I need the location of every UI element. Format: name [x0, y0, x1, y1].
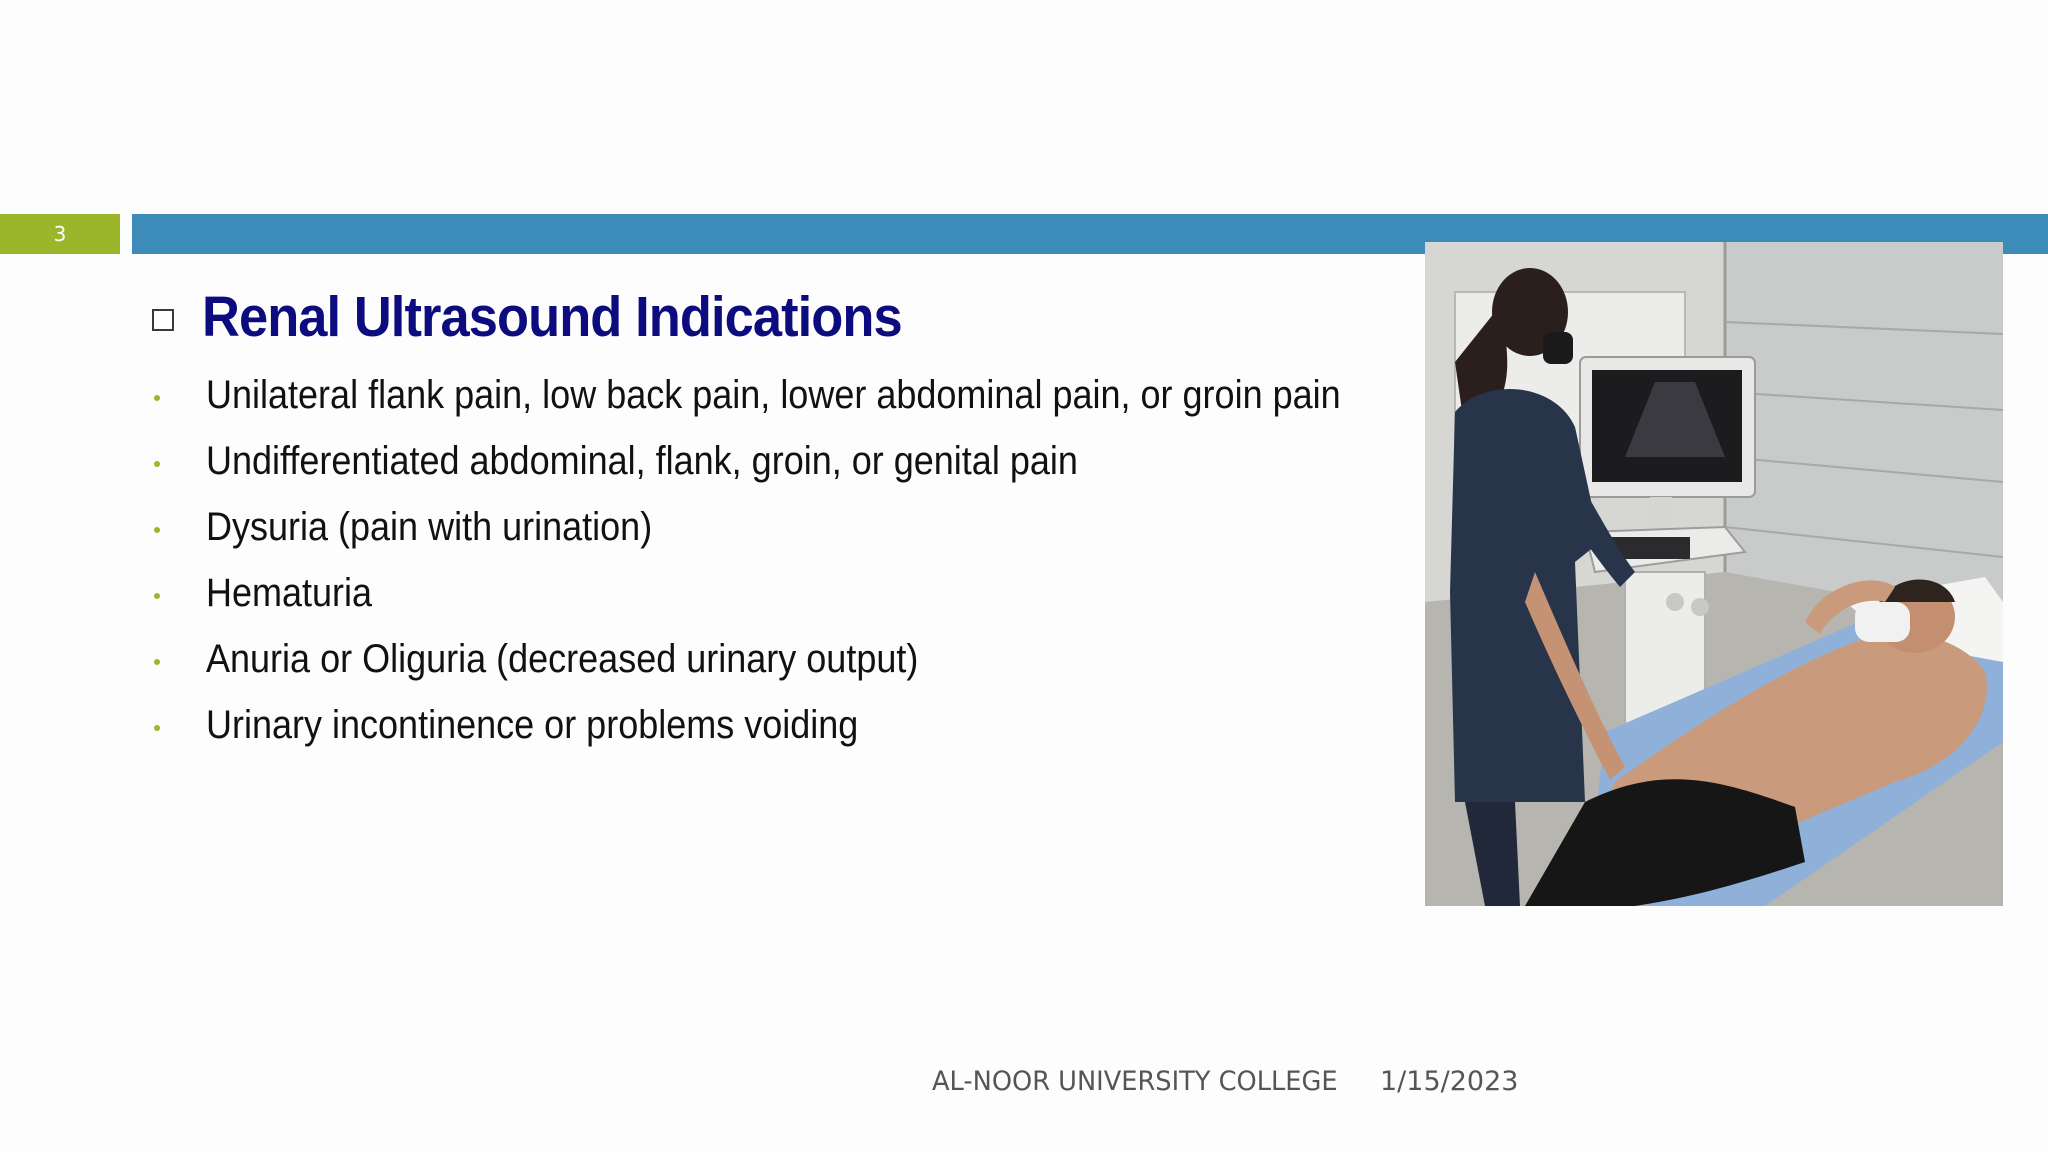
bullet-item	[150, 626, 1467, 692]
bullet-item	[150, 692, 1467, 758]
footer-date: 1/15/2023	[1380, 1066, 1519, 1097]
bullet-dot-icon	[154, 461, 160, 467]
bullet-text: Hematuria	[206, 570, 373, 615]
bullet-dot-icon	[154, 593, 160, 599]
bullet-list	[150, 362, 1467, 758]
bullet-text: Urinary incontinence or problems voiding	[206, 702, 859, 747]
ultrasound-exam-photo	[1425, 242, 2003, 906]
slide-number: 3	[0, 214, 120, 254]
bullet-text: Unilateral flank pain, low back pain, lower abdominal pain, or groin pain	[206, 372, 1341, 417]
bullet-dot-icon	[154, 395, 160, 401]
bullet-item	[150, 362, 1467, 428]
bullet-item	[150, 560, 1467, 626]
bullet-dot-icon	[154, 659, 160, 665]
bullet-text: Dysuria (pain with urination)	[206, 504, 653, 549]
bullet-dot-icon	[154, 725, 160, 731]
square-bullet-icon	[152, 309, 174, 331]
bullet-dot-icon	[154, 527, 160, 533]
slide-title: Renal Ultrasound Indications	[202, 285, 902, 349]
bullet-item	[150, 428, 1467, 494]
bullet-text: Anuria or Oliguria (decreased urinary output)	[206, 636, 919, 681]
bullet-item	[150, 494, 1467, 560]
bullet-text: Undifferentiated abdominal, flank, groin, or genital pain	[206, 438, 1078, 483]
footer-organization: AL-NOOR UNIVERSITY COLLEGE	[932, 1066, 1338, 1097]
title-row	[152, 282, 963, 352]
